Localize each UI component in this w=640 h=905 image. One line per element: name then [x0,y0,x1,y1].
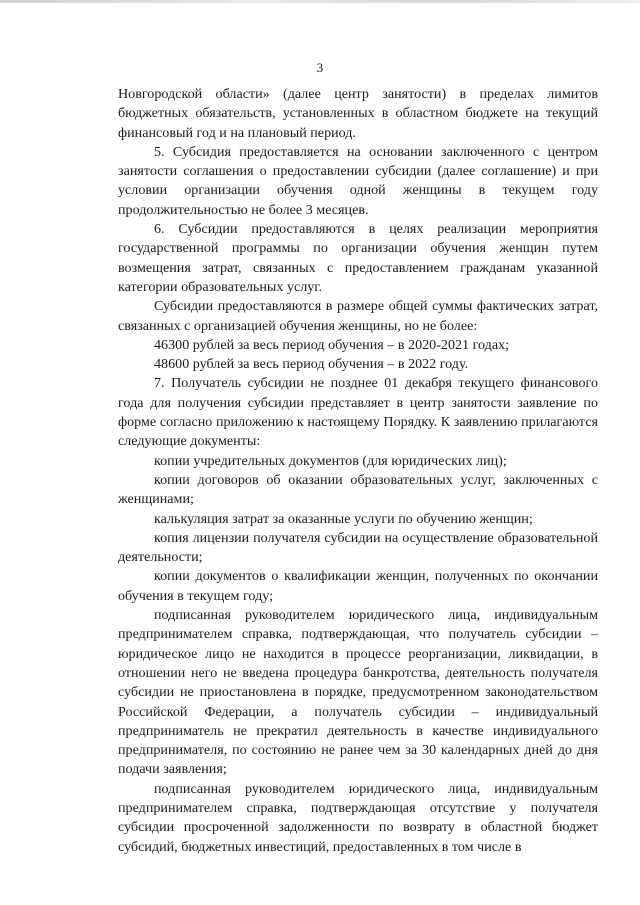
paragraph: 46300 рублей за весь период обучения – в 2020-2021 годах; [154,336,510,353]
paragraph: копии договоров об оказании образовательных услуг, заключенных с женщинами; [118,471,598,508]
paragraph: калькуляция затрат за оказанные услуги по обучению женщин; [154,510,533,527]
paragraph: Новгородской области» (далее центр занятости) в пределах лимитов бюджетных обязательств, установленных в областном бюджете на текущий финансовый год и на плановый период. [118,86,598,141]
paragraph: 6. Субсидии предоставляются в целях реализации мероприятия государственной программы по организации обучения женщин путем возмещения затрат, связанных с предоставлением гражданам указанной категории образовательных услуг. [118,221,598,295]
paragraph: копия лицензии получателя субсидии на осуществление образовательной деятельности; [118,529,598,566]
paragraph: подписанная руководителем юридического лица, индивидуальным предпринимателем справка, подтверждающая отсутствие у получателя субсидии просроченной задолженности по возврату в областной бюджет субсидий, бюджетных инвестиций, предоставленных в том числе в [118,780,598,855]
paragraph: 48600 рублей за весь период обучения – в 2022 году. [154,356,469,373]
paragraph: подписанная руководителем юридического лица, индивидуальным предпринимателем справка, подтверждающая, что получатель субсидии – юридическое лицо не находится в процессе реорганизации, ликвидации, в отношении него не введена процедура банкротства, деятельность получателя субсидии не приостановлена в порядке, предусмотренном законодательством Российской Федерации, а получатель субсидии – индивидуальный предприниматель не прекратил деятельность в качестве индивидуального предпринимателя, по состоянию не ранее чем за 30 календарных дней до дня подачи заявления; [118,607,598,778]
paragraph: Субсидии предоставляются в размере общей суммы фактических затрат, связанных с организацией обучения женщины, но не более: [118,298,598,334]
document-body [118,85,598,857]
paragraph: копии документов о квалификации женщин, полученных по окончании обучения в текущем году; [118,568,598,604]
paragraph: 7. Получатель субсидии не позднее 01 декабря текущего финансового года для получения субсидии представляет в центр занятости заявление по форме согласно приложению к настоящему Порядку. К заявлению прилагаются следующие документы: [118,375,598,450]
paragraph: копии учредительных документов (для юридических лиц); [154,452,507,469]
scan-edge [0,0,640,3]
page-number: 3 [316,60,324,75]
paragraph: 5. Субсидия предоставляется на основании заключенного с центром занятости соглашения о предоставлении субсидии (далее соглашение) и при условии организации обучения одной женщины в текущем году продолжительностью не более 3 месяцев. [118,143,598,218]
